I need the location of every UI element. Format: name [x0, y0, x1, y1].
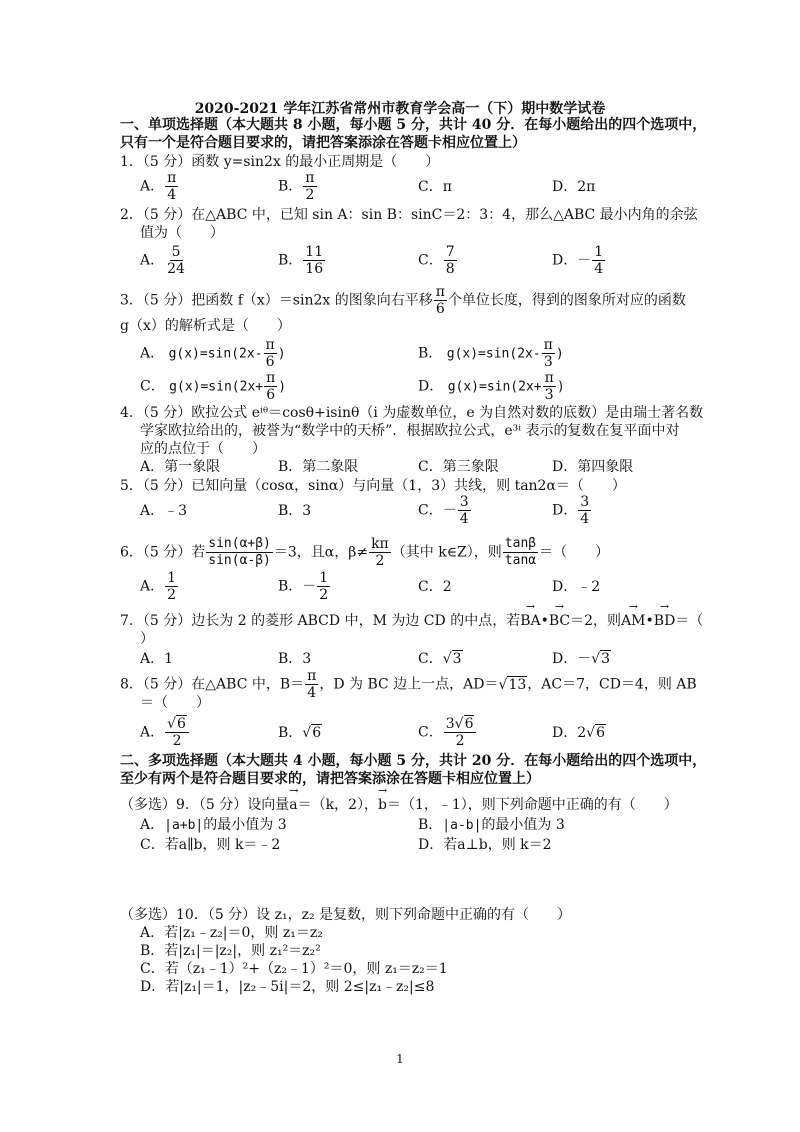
q10-stem: （多选）10．（5 分）设 z₁，z₂ 是复数，则下列命题中正确的有（ ） — [120, 907, 572, 923]
vector-b: → b — [378, 796, 387, 814]
q4-option-c: C．第三象限 — [418, 459, 499, 475]
section2-heading: 二、多项选择题（本大题共 4 小题，每小题 5 分，共计 20 分．在每小题给出的四个选项中， — [120, 753, 707, 769]
q8-option-b: B．√6 — [278, 725, 322, 741]
q1-stem: 1．（5 分）函数 y=sin2x 的最小正周期是（ ） — [120, 154, 440, 170]
q9-option-a: A．|a+b|的最小值为 3 — [140, 817, 287, 833]
q9-option-c: C．若a∥b，则 k＝﹣2 — [140, 837, 281, 853]
q7-option-c: C．√3 — [418, 651, 462, 667]
vector-am: → AM — [621, 612, 645, 630]
q6-option-a: A． $\frac{1}{2}$ — [140, 570, 177, 603]
section2-heading-2: 至少有两个是符合题目要求的，请把答案添涂在答题卡相应位置上） — [120, 771, 540, 787]
q5-option-a: A．﹣3 — [140, 503, 188, 519]
q7-option-d: D．－√3 — [552, 651, 611, 667]
page-number: 1 — [396, 1052, 404, 1066]
vector-bd: → BD — [654, 612, 676, 630]
q10-option-a: A．若|z₁﹣z₂|＝0，则 z₁＝z₂ — [140, 925, 323, 941]
q9-stem: （多选）9．（5 分）设向量→ a＝（k，2），→ b＝（1，﹣1），则下列命题中正确的有（ ） — [120, 796, 678, 814]
q10-option-d: D．若|z₁|＝1，|z₂﹣5i|＝2，则 2≤|z₁﹣z₂|≤8 — [140, 979, 435, 995]
q7-stem: 7．（5 分）边长为 2 的菱形 ABCD 中，M 为边 CD 的中点，若→ BA•→ BC＝2，则→ AM•→ BD＝（ — [120, 612, 703, 630]
q7-stem-2: ） — [140, 631, 154, 647]
q4-stem: 4．（5 分）欧拉公式 eⁱᶿ＝cosθ+isinθ（i 为虚数单位，e 为自然对数的底数）是由瑞士著名数 — [120, 405, 704, 421]
vector-ba: → BA — [520, 612, 540, 630]
q1-option-c: C．π — [418, 179, 452, 195]
q6-option-b: B．－ $\frac{1}{2}$ — [278, 570, 329, 603]
q4-option-b: B．第二象限 — [278, 459, 359, 475]
q1-option-b: B． $\frac{\pi}{2}$ — [278, 170, 315, 203]
q8-option-d: D．2√6 — [552, 725, 605, 741]
vector-bc: → BC — [549, 612, 570, 630]
q2-option-b: B． $\frac{11}{16}$ — [278, 244, 324, 277]
vector-a: → a — [289, 796, 297, 814]
q9-option-b: B．|a-b|的最小值为 3 — [418, 817, 565, 833]
q8-option-c: C． $\frac{3√6}{2}$ — [418, 716, 477, 749]
q4-option-a: A．第一象限 — [140, 459, 221, 475]
q2-option-c: C． $\frac{7}{8}$ — [418, 244, 455, 277]
q7-option-a: A．1 — [140, 651, 174, 667]
q6-option-d: D．﹣2 — [552, 579, 601, 595]
page-title: 2020-2021 学年江苏省常州市教育学会高一（下）期中数学试卷 — [194, 101, 606, 117]
q4-option-d: D．第四象限 — [552, 459, 634, 475]
q2-option-a: A． $\frac{5}{24}$ — [140, 244, 185, 277]
q3-option-c: C． g(x)=sin(2x+ $\frac{\pi}{6}$ ) — [140, 370, 287, 403]
q9-option-d: D．若a⊥b，则 k＝2 — [418, 837, 552, 853]
q5-stem: 5．（5 分）已知向量（cosα，sinα）与向量（1，3）共线，则 tan2α＝（ ） — [120, 478, 626, 494]
q4-stem-3: 应的点位于（ ） — [140, 441, 266, 457]
q2-stem: 2．（5 分）在△ABC 中，已知 sin A：sin B：sinC＝2：3：4，那么△ABC 最小内角的余弦 — [120, 207, 698, 223]
q8-stem: 8．（5 分）在△ABC 中，B＝ $\frac{\pi}{4}$ ，D 为 BC 边上一点，AD＝√13，AC＝7，CD＝4，则 AB — [120, 668, 697, 701]
q1-option-a: A． $\frac{\pi}{4}$ — [140, 170, 177, 203]
section1-heading: 一、单项选择题（本大题共 8 小题，每小题 5 分，共计 40 分．在每小题给出的四个选项中， — [120, 117, 707, 133]
q3-option-a: A． g(x)=sin(2x- $\frac{\pi}{6}$ ) — [140, 337, 286, 370]
section1-heading-2: 只有一个是符合题目要求的，请把答案添涂在答题卡相应位置上） — [120, 135, 526, 151]
q2-option-d: D．－ $\frac{1}{4}$ — [552, 244, 604, 277]
q10-option-c: C．若（z₁﹣1）²+（z₂﹣1）²＝0，则 z₁＝z₂＝1 — [140, 961, 448, 977]
q10-option-b: B．若|z₁|＝|z₂|，则 z₁²＝z₂² — [140, 943, 321, 959]
q2-stem-2: 值为（ ） — [140, 225, 224, 241]
q3-stem: 3．（5 分）把函数 f（x）＝sin2x 的图象向右平移 $\frac{\pi}{6}$ 个单位长度，得到的图象所对应的函数 — [120, 284, 686, 317]
q4-stem-2: 学家欧拉给出的，被誉为“数学中的天桥”．根据欧拉公式，e³ⁱ 表示的复数在复平面中对 — [140, 423, 680, 439]
q5-option-d: D． $\frac{3}{4}$ — [552, 494, 590, 527]
q3-option-b: B． g(x)=sin(2x- $\frac{\pi}{3}$ ) — [418, 337, 564, 370]
q1-option-d: D．2π — [552, 179, 596, 195]
q6-stem: 6．（5 分）若 $\frac{\sin(\alpha+\beta)}{\sin(\alpha-\beta)}$ ＝3，且α，β≠ $\frac{k\pi}{2}$ （其中 k∈Z），则 $\frac{\tan\beta}{\tan\alpha}$ ＝（ ） — [120, 536, 610, 569]
q3-option-d: D． g(x)=sin(2x+ $\frac{\pi}{3}$ ) — [418, 370, 565, 403]
q8-stem-2: ＝（ ） — [140, 695, 210, 711]
q8-option-a: A． $\frac{√6}{2}$ — [140, 716, 190, 749]
q6-option-c: C．2 — [418, 579, 452, 595]
q7-option-b: B．3 — [278, 651, 312, 667]
q3-stem-2: g（x）的解析式是（ ） — [120, 318, 291, 334]
q5-option-c: C．－ $\frac{3}{4}$ — [418, 494, 469, 527]
q5-option-b: B．3 — [278, 503, 312, 519]
